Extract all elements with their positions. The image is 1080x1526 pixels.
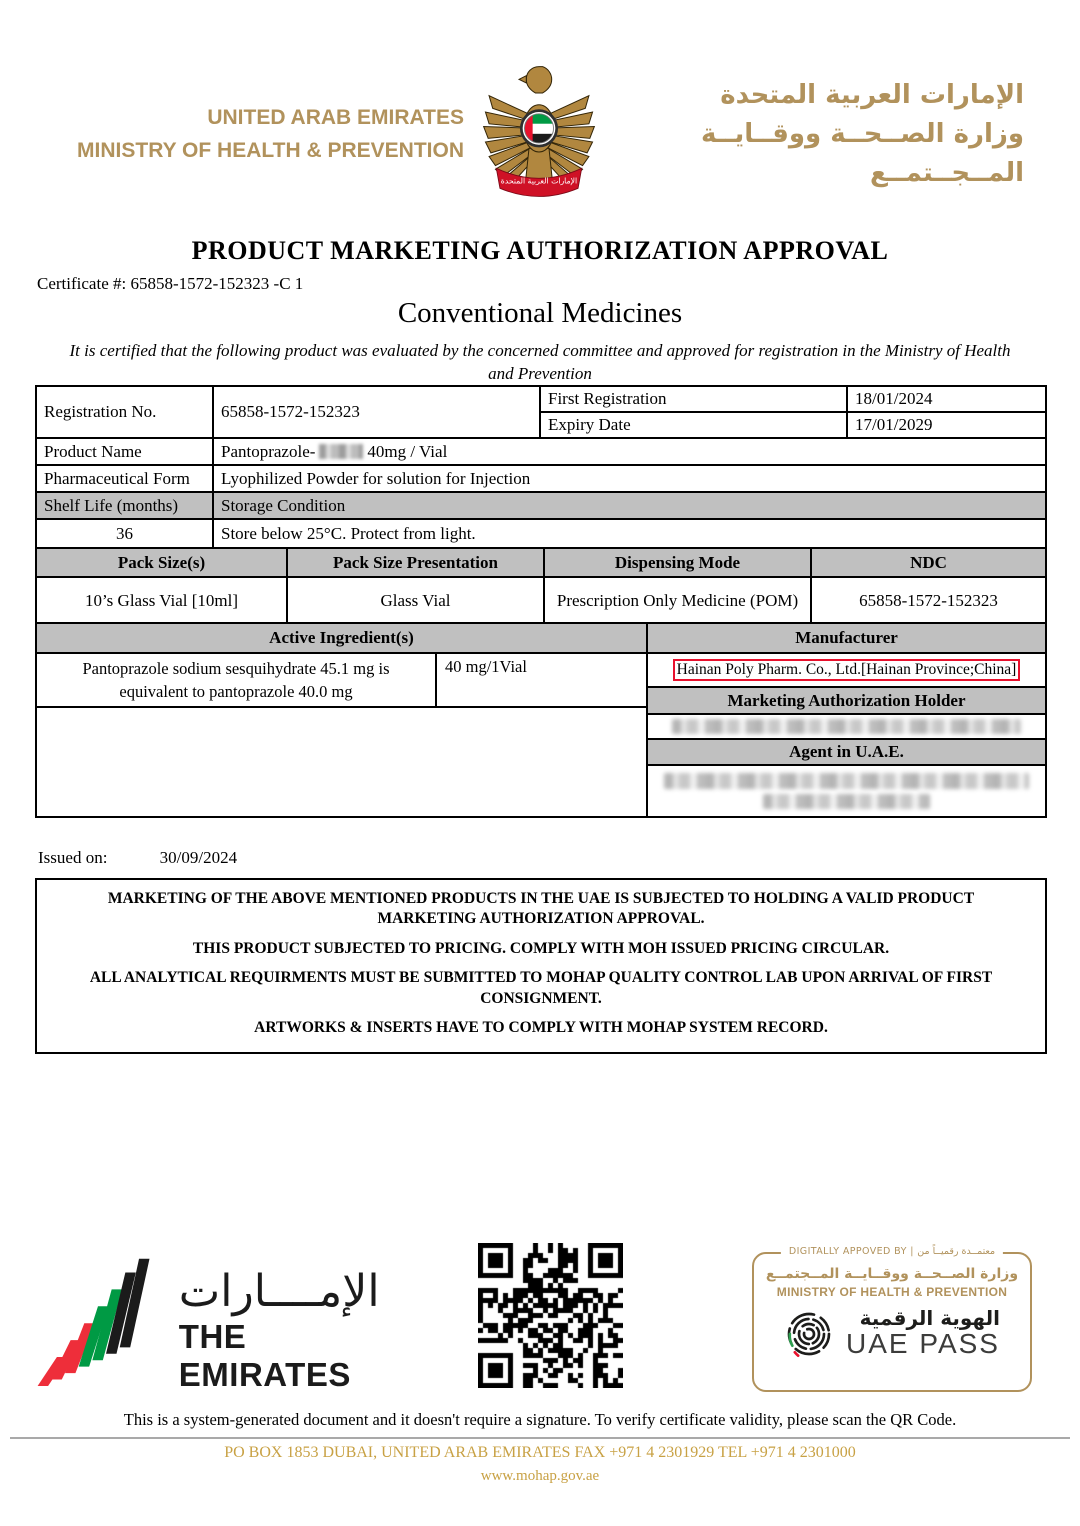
redacted-agent-line1 <box>664 773 1029 789</box>
pharmaceutical-form-label: Pharmaceutical Form <box>37 466 214 493</box>
org-name-en-line1: UNITED ARAB EMIRATES <box>207 105 464 129</box>
storage-condition-value: Store below 25°C. Protect from light. <box>221 523 476 543</box>
first-registration-date: 18/01/2024 <box>848 387 1045 413</box>
system-generated-note: This is a system-generated document and it doesn't require a signature. To verify certificate validity, please scan the QR Code. <box>123 1410 957 1429</box>
org-name-en <box>56 102 464 167</box>
fingerprint-icon <box>784 1307 834 1361</box>
notices-box <box>35 878 1047 1054</box>
issued-on-date: 30/09/2024 <box>159 848 238 867</box>
certification-statement: It is certified that the following product was evaluated by the concerned committee and approved for registration in the Ministry of Health and Prevention <box>69 341 1011 383</box>
redacted-mah-name <box>672 719 1021 734</box>
notice-artworks: ARTWORKS & INSERTS HAVE TO COMPLY WITH MOHAP SYSTEM RECORD. <box>254 1019 828 1037</box>
pack-size-header: Pack Size(s) <box>37 549 288 578</box>
registration-no-label: Registration No. <box>37 387 214 439</box>
certificate-number: 65858-1572-152323 -C 1 <box>130 274 304 293</box>
pack-size-value: 10’s Glass Vial [10ml] <box>37 578 288 624</box>
pack-presentation-header: Pack Size Presentation <box>288 549 545 578</box>
document-title: PRODUCT MARKETING AUTHORIZATION APPROVAL <box>191 236 889 265</box>
product-name-value: Pantoprazole- 40mg / Vial <box>214 439 1045 466</box>
registration-table <box>35 385 1047 549</box>
ministry-header <box>35 62 1045 207</box>
shelf-life-label: Shelf Life (months) <box>37 493 214 520</box>
active-ingredient-name: Pantoprazole sodium sesquihydrate 45.1 mg is equivalent to pantoprazole 40.0 mg <box>37 654 437 706</box>
certificate-number-line <box>37 274 303 294</box>
pack-table <box>35 547 1047 626</box>
storage-condition-label: Storage Condition <box>214 493 1045 520</box>
emirates-stripes-icon <box>36 1246 165 1402</box>
expiry-date-value: 17/01/2029 <box>848 413 1045 439</box>
digitally-approved-label: DIGITALLY APPOVED BY | معتمــدة رقميــاً من <box>781 1246 1003 1257</box>
org-name-ar <box>616 76 1024 193</box>
ndc-header: NDC <box>812 549 1045 578</box>
active-ingredient-strength: 40 mg/1Vial <box>445 657 527 676</box>
footer-divider <box>10 1437 1070 1439</box>
qr-code <box>478 1243 623 1388</box>
product-name-label: Product Name <box>37 439 214 466</box>
ingredient-empty-area <box>37 708 646 816</box>
uaepass-ministry-arabic: وزارة الصــحــة ووقــايــة المــجتمــع <box>765 1266 1019 1282</box>
uaepass-name-english: UAE PASS <box>846 1328 1000 1360</box>
certificate-label: Certificate #: <box>37 274 127 293</box>
manufacturer-header: Manufacturer <box>648 624 1045 652</box>
footer-address: PO BOX 1853 DUBAI, UNITED ARAB EMIRATES FAX +971 4 2301929 TEL +971 4 2301000 <box>224 1444 856 1461</box>
emirates-nation-brand-logo <box>36 1238 390 1402</box>
redacted-agent-block <box>648 766 1045 816</box>
registration-no-value: 65858-1572-152323 <box>214 387 541 439</box>
pack-presentation-value: Glass Vial <box>288 578 545 624</box>
dispensing-mode-value: Prescription Only Medicine (POM) <box>545 578 812 624</box>
agent-header: Agent in U.A.E. <box>648 740 1045 766</box>
uae-falcon-emblem-icon <box>480 62 600 207</box>
shelf-life-value: 36 <box>37 520 214 547</box>
expiry-date-label: Expiry Date <box>541 413 848 439</box>
redacted-agent-line2 <box>763 794 930 809</box>
qr-code-wrap <box>478 1243 630 1395</box>
svg-text:الإمارات العربية المتحدة: الإمارات العربية المتحدة <box>500 176 578 186</box>
uaepass-ministry-english: MINISTRY OF HEALTH & PREVENTION <box>776 1284 1008 1299</box>
dispensing-mode-header: Dispensing Mode <box>545 549 812 578</box>
emirates-logo-english: THE EMIRATES <box>178 1318 351 1393</box>
ndc-value: 65858-1572-152323 <box>859 591 998 610</box>
uaepass-badge <box>752 1246 1032 1392</box>
ingredient-manufacturer-table <box>35 622 1047 818</box>
active-ingredient-header: Active Ingredient(s) <box>37 624 648 652</box>
manufacturer-name-highlighted: Hainan Poly Pharm. Co., Ltd.[Hainan Province;China] <box>673 659 1021 681</box>
first-registration-label: First Registration <box>541 387 848 413</box>
org-name-ar-line1: الإمارات العربية المتحدة <box>720 80 1024 110</box>
notice-pricing: THIS PRODUCT SUBJECTED TO PRICING. COMPLY WITH MOH ISSUED PRICING CIRCULAR. <box>192 939 890 957</box>
org-name-en-line2: MINISTRY OF HEALTH & PREVENTION <box>77 138 464 162</box>
redacted-product-name <box>319 444 363 459</box>
notice-marketing: MARKETING OF THE ABOVE MENTIONED PRODUCTS IN THE UAE IS SUBJECTED TO HOLDING A VALID PRODUCT MARKETING AUTHORIZATION APPROVAL. <box>107 890 975 928</box>
notice-analytical: ALL ANALYTICAL REQUIRMENTS MUST BE SUBMITTED TO MOHAP QUALITY CONTROL LAB UPON ARRIVAL OF FIRST CONSIGNMENT. <box>89 969 993 1007</box>
emirates-logo-arabic: الإمــــارات <box>178 1266 380 1317</box>
issued-on-label: Issued on: <box>38 848 108 867</box>
issued-on-line <box>38 848 237 868</box>
org-name-ar-line2: وزارة الصــحــة ووقــايــة المــجــتمــع <box>701 119 1024 188</box>
footer-website: www.mohap.gov.ae <box>480 1468 600 1484</box>
document-subtitle: Conventional Medicines <box>397 297 683 329</box>
mah-header: Marketing Authorization Holder <box>648 688 1045 715</box>
pharmaceutical-form-value: Lyophilized Powder for solution for Injection <box>214 466 1045 493</box>
uaepass-name-arabic: الهوية الرقمية <box>859 1306 1000 1331</box>
